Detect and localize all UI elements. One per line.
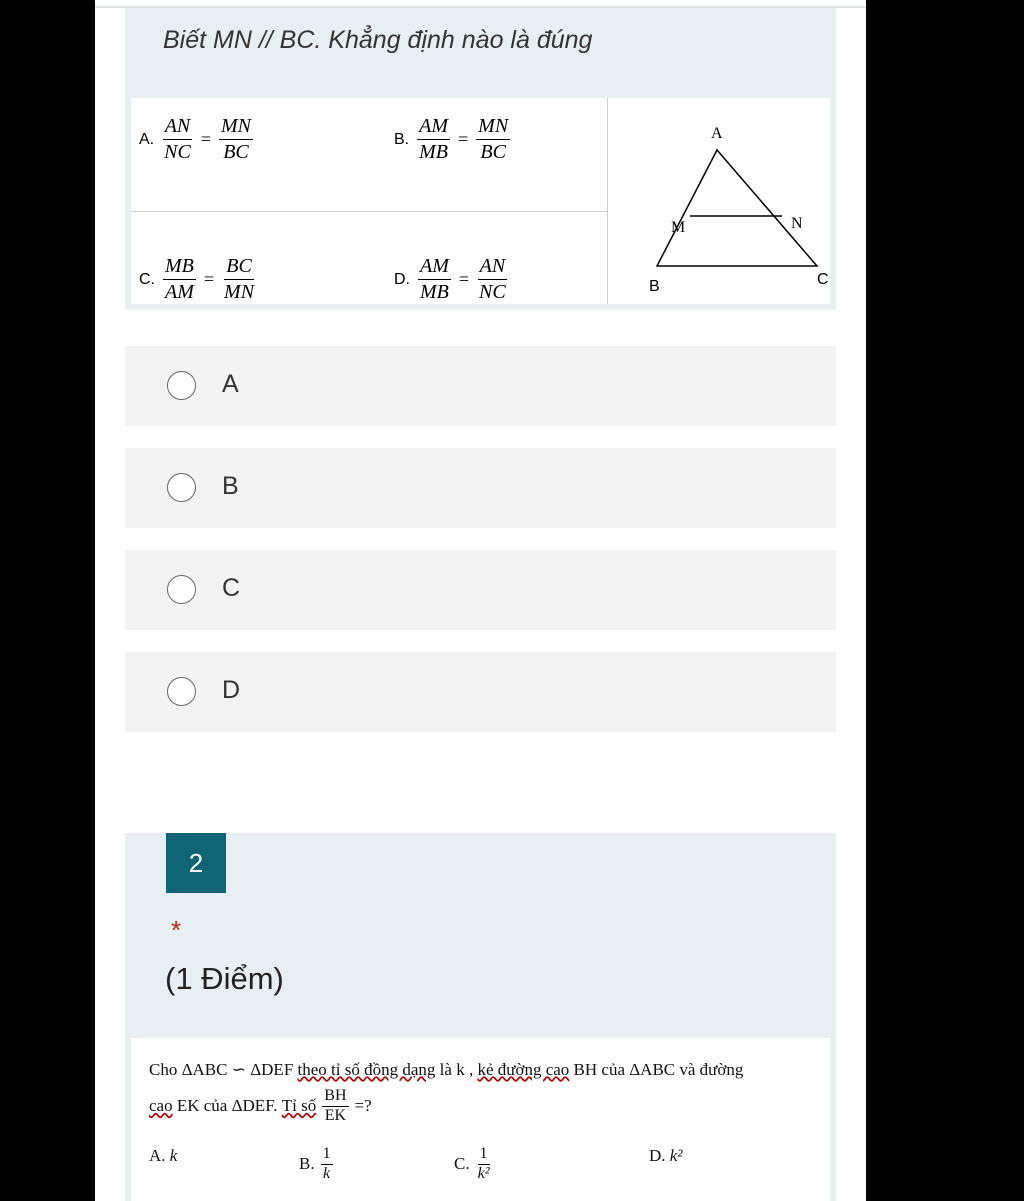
question-image [131,1038,830,1201]
question-text-line-2: cao EK của ΔDEF. Tỉ số $\frac{BH}{EK}$ =? [149,1087,372,1124]
formula-option-d: D. $\frac{AM}{MB}$ = $\frac{AN}{NC}$ [394,255,506,303]
formula-option-c: C. $\frac{MB}{AM}$ = $\frac{BC}{MN}$ [139,255,255,303]
choice-c[interactable] [125,550,836,630]
vertex-label-m: M [671,219,686,236]
choice-label: D [222,676,241,704]
triangle-figure [619,108,829,298]
ratio-fraction: $\frac{BH}{EK}$ [324,1087,347,1124]
form-page [95,0,866,1201]
answer-c: C. $\frac{1}{\text{k²}}$ [454,1145,490,1182]
table-divider [131,211,607,212]
formula-option-b: B. $\frac{AM}{MB}$ = $\frac{MN}{BC}$ [394,115,509,163]
radio-button[interactable] [167,473,196,502]
choice-label: A [222,370,239,398]
required-mark: * [171,915,182,945]
points-label: (1 Điểm) [165,961,284,996]
formula-option-a: A. $\frac{AN}{NC}$ = $\frac{MN}{BC}$ [139,115,251,163]
radio-button[interactable] [167,371,196,400]
choice-d[interactable] [125,652,836,732]
answer-d: D. k² [649,1146,683,1165]
choice-a[interactable] [125,346,836,426]
vertex-label-c: C [817,271,829,288]
answer-b: B. $\frac{1}{k}$ [299,1145,331,1182]
radio-button[interactable] [167,575,196,604]
choice-label: C [222,574,241,602]
question-card-1 [125,8,836,310]
choice-b[interactable] [125,448,836,528]
vertex-label-n: N [791,215,803,232]
question-card-2 [125,833,836,1201]
question-text-line-1: Cho ΔABC ∽ ΔDEF theo tỉ số đồng dạng là k , kẻ đường cao BH của ΔABC và đường [149,1060,744,1079]
choice-label: B [222,472,239,500]
table-divider [607,98,608,304]
vertex-label-a: A [711,125,723,142]
answer-a: A. k [149,1146,178,1165]
vertex-label-b: B [649,278,660,295]
question-number-badge: 2 [166,833,226,893]
question-image [131,98,830,304]
question-title: Biết MN // BC. Khẳng định nào là đúng [163,26,593,54]
radio-button[interactable] [167,677,196,706]
